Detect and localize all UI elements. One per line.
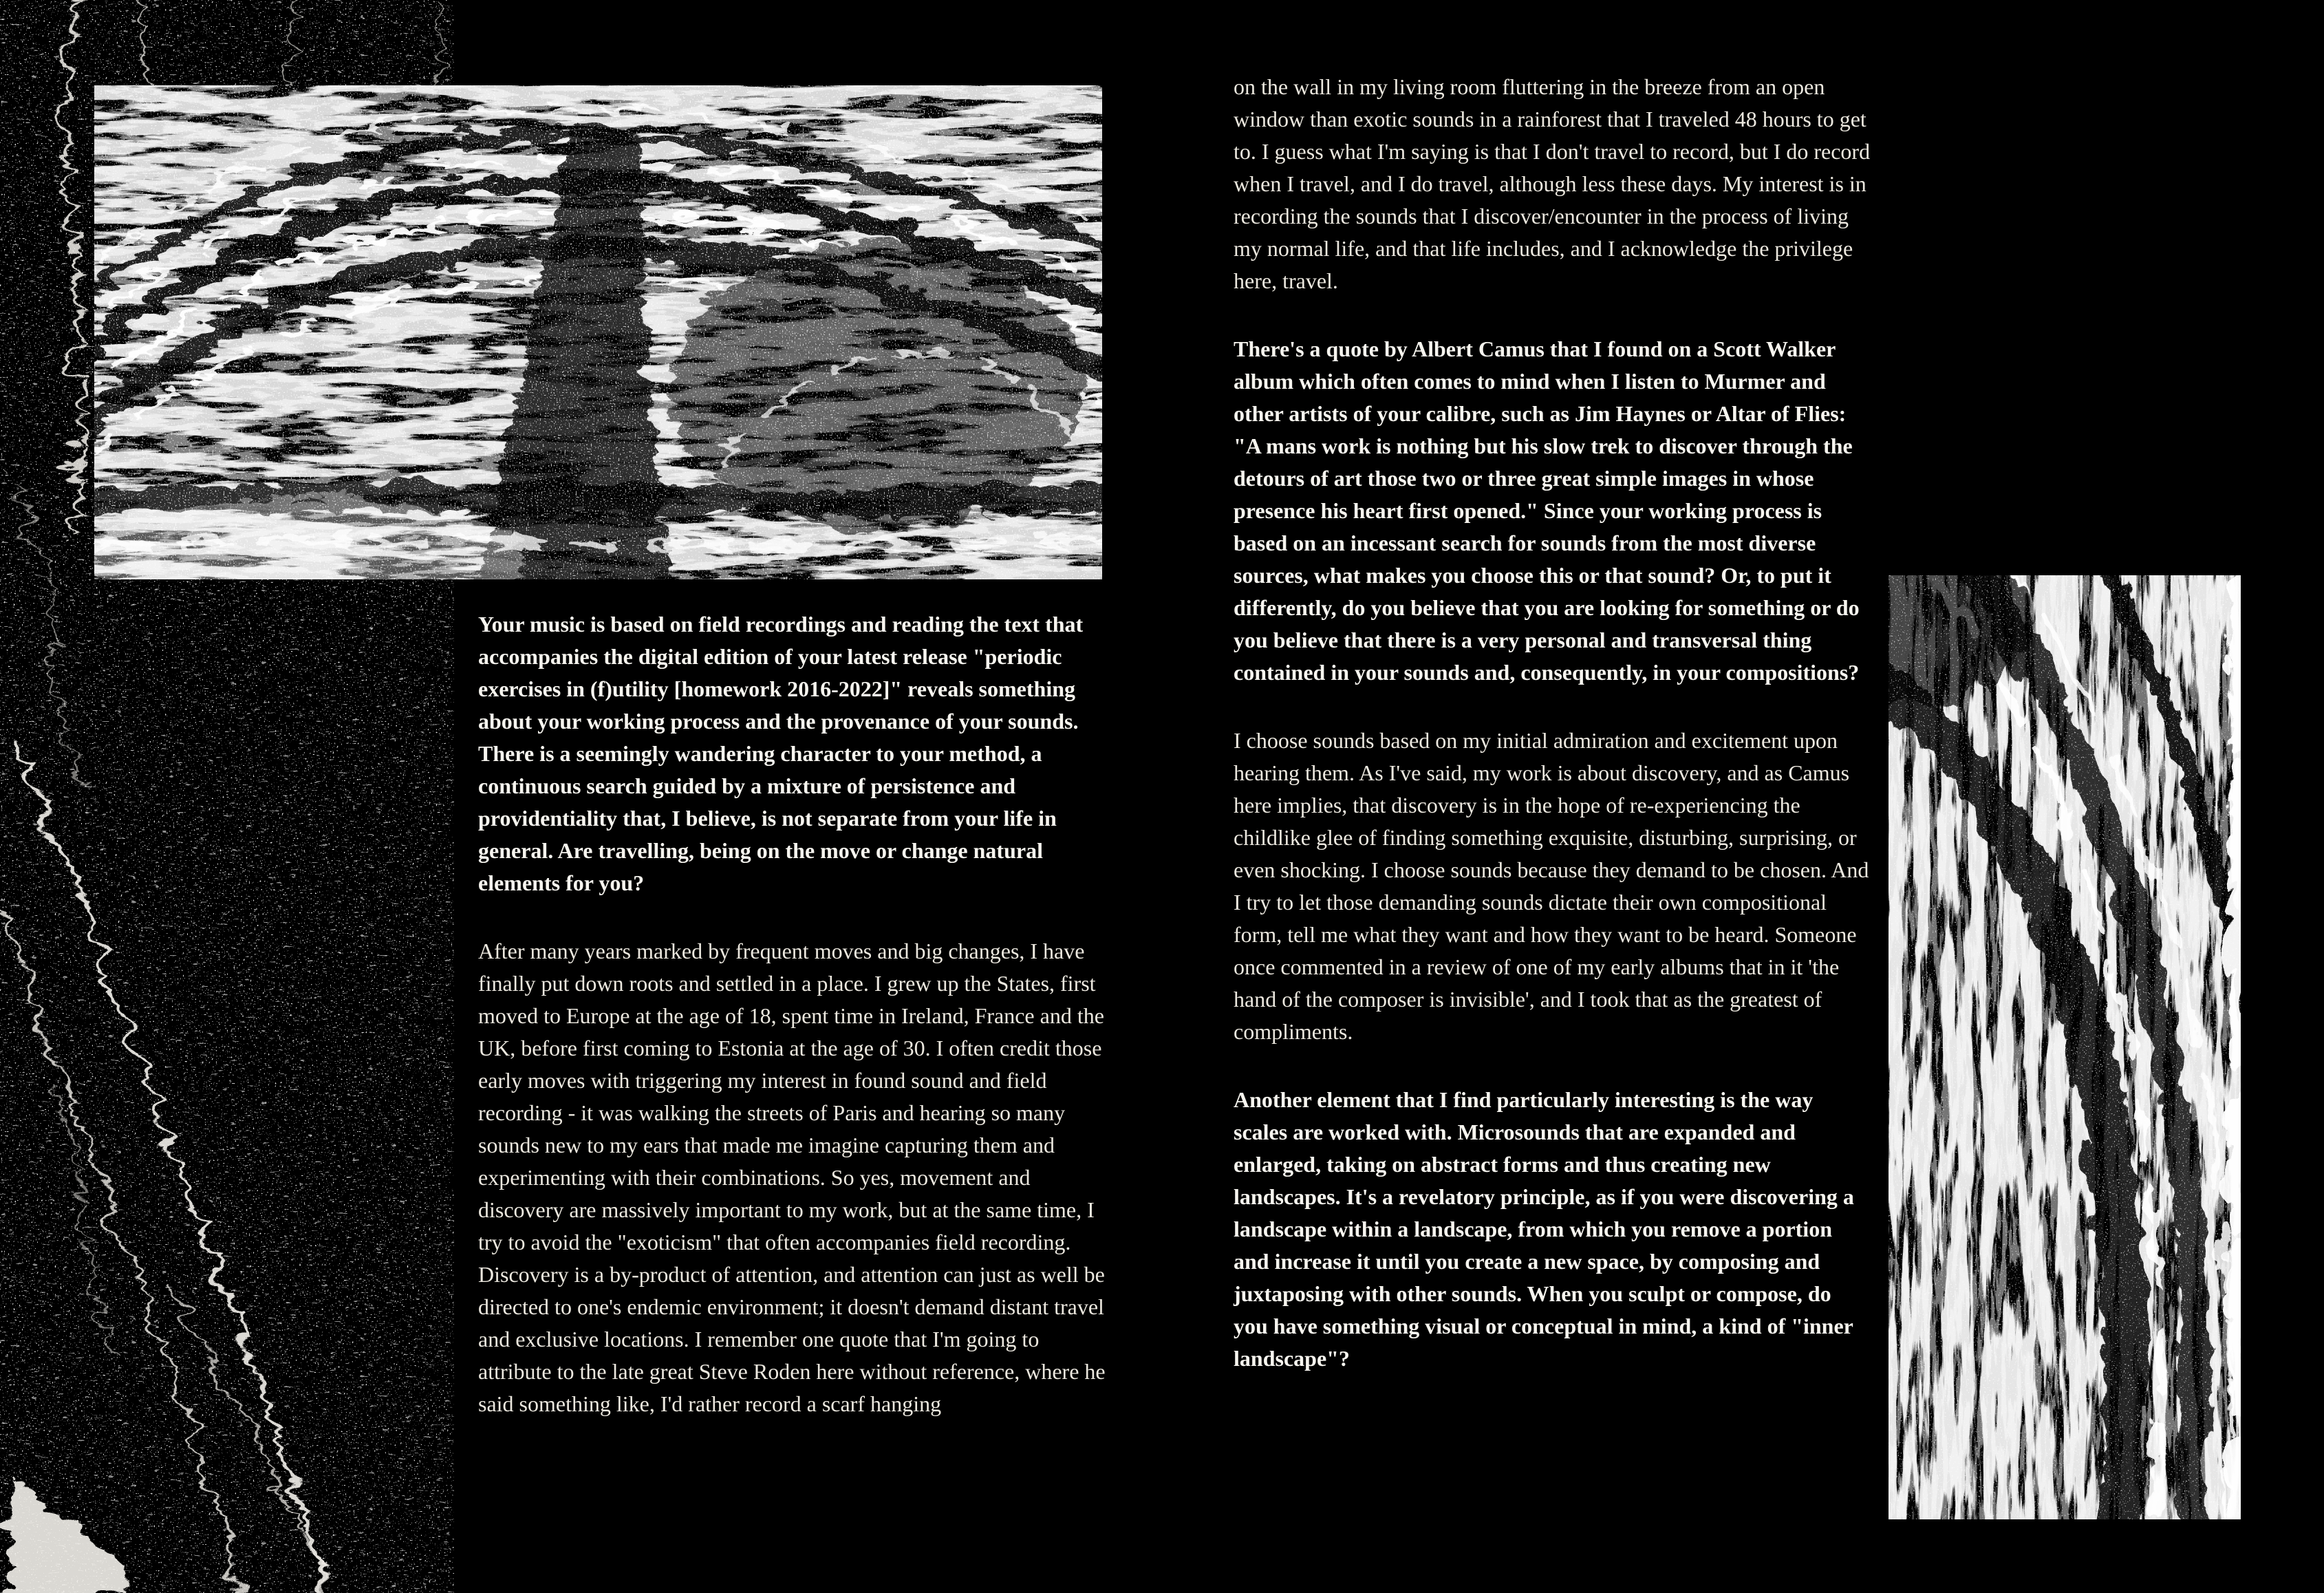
interview-question-method: Your music is based on field recordings and reading the text that accompanies the digital edition of your latest release "periodic exercises in (f)utility [homework 2016-2022]" reveals something about your working process and the provenance of your sounds. There is a seemingly wandering character to your method, a continuous search guided by a mixture of persistence and providentiality that, I believe, is not separate from your life in general. Are travelling, being on the move or change natural elements for you? [478, 612, 1084, 895]
interview-answer-roots-continued: on the wall in my living room fluttering in the breeze from an open window than exotic sounds in a rainforest that I traveled 48 hours to get to. I guess what I'm saying is that I don't travel to record, but I do record when I travel, and I do travel, although less these days. My interest is in recording the sounds that I discover/encounter in the process of living my normal life, and that life includes, and I acknowledge the privilege here, travel. [1234, 74, 1871, 293]
interview-question-camus: There's a quote by Albert Camus that I found on a Scott Walker album which often comes to mind when I listen to Murmer and other artists of your calibre, such as Jim Haynes or Altar of Flies: "A mans work is nothing but his slow trek to discover through the detours of art those two or three great simple images in whose presence his heart first opened." Since your working process is based on an incessant search for sounds from the most diverse sources, what makes you choose this or that sound? Or, to put it differently, do you believe that you are looking for something or do you believe that there is a very personal and transversal thing contained in your sounds and, consequently, in your compositions? [1234, 336, 1860, 685]
monoprint-image-right [1889, 575, 2241, 1519]
interview-answer-roots: After many years marked by frequent moves and big changes, I have finally put down roots and settled in a place. I grew up the States, first moved to Europe at the age of 18, spent time in Ireland, France and the UK, before first coming to Estonia at the age of 30. I often credit those early moves with triggering my interest in found sound and field recording - it was walking the streets of Paris and hearing so many sounds new to my ears that made me imagine capturing them and experimenting with their combinations. So yes, movement and discovery are massively important to my work, but at the same time, I try to avoid the "exoticism" that often accompanies field recording. Discovery is a by-product of attention, and attention can just as well be directed to one's endemic environment; it doesn't demand distant travel and exclusive locations. I remember one quote that I'm going to attribute to the late great Steve Roden here without reference, where he said something like, I'd rather record a scarf hanging [478, 939, 1106, 1416]
left-text-column [478, 608, 1115, 1420]
interview-question-scales: Another element that I find particularly interesting is the way scales are worked with. Microsounds that are expanded and enlarged, taking on abstract forms and thus creating new landscapes. It's a revelatory principle, as if you were discovering a landscape within a landscape, from which you remove a portion and increase it until you create a new space, by composing and juxtaposing with other sounds. When you sculpt or compose, do you have something visual or conceptual in mind, a kind of "inner landscape"? [1234, 1087, 1854, 1371]
right-text-column [1234, 71, 1871, 1375]
monoprint-image-top-left [94, 85, 1102, 579]
interview-answer-choose-sounds: I choose sounds based on my initial admiration and excitement upon hearing them. As I've said, my work is about discovery, and as Camus here implies, that discovery is in the hope of re-experiencing the childlike glee of finding something exquisite, disturbing, surprising, or even shocking. I choose sounds because they demand to be chosen. And I try to let those demanding sounds dictate their own compositional form, tell me what they want and how they want to be heard. Someone once commented in a review of one of my early albums that in it 'the hand of the composer is invisible', and I took that as the greatest of compliments. [1234, 728, 1869, 1044]
